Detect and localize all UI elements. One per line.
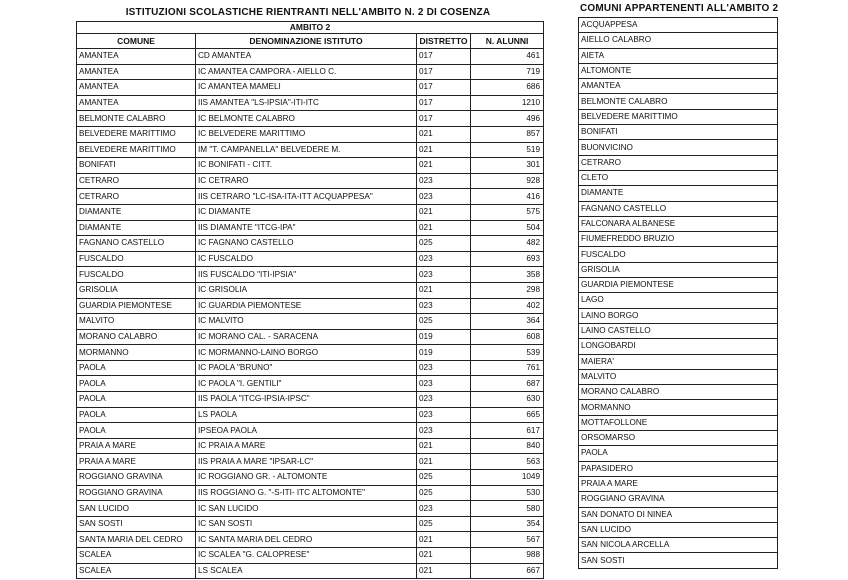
- cell-alunni: 575: [471, 204, 544, 220]
- cell-comune: SAN SOSTI: [77, 516, 196, 532]
- cell-istituto: IIS ROGGIANO G. "-S-ITI- ITC ALTOMONTE": [196, 485, 417, 501]
- cell-distretto: 025: [417, 470, 471, 486]
- cell-distretto: 025: [417, 236, 471, 252]
- comune-name: SAN DONATO DI NINEA: [579, 507, 778, 522]
- cell-comune: AMANTEA: [77, 64, 196, 80]
- col-header-comune: COMUNE: [77, 34, 196, 49]
- cell-distretto: 017: [417, 111, 471, 127]
- list-item: [579, 339, 778, 354]
- cell-istituto: IC SAN LUCIDO: [196, 501, 417, 517]
- cell-alunni: 988: [471, 548, 544, 564]
- cell-istituto: IC AMANTEA CAMPORA - AIELLO C.: [196, 64, 417, 80]
- cell-alunni: 416: [471, 189, 544, 205]
- list-item: [579, 293, 778, 308]
- cell-comune: PRAIA A MARE: [77, 454, 196, 470]
- cell-comune: AMANTEA: [77, 95, 196, 111]
- cell-istituto: IC PAOLA "BRUNO": [196, 360, 417, 376]
- table-row: [77, 485, 544, 501]
- cell-istituto: IC GUARDIA PIEMONTESE: [196, 298, 417, 314]
- cell-istituto: IC MALVITO: [196, 314, 417, 330]
- list-item: [579, 262, 778, 277]
- table-row: [77, 189, 544, 205]
- cell-alunni: 1049: [471, 470, 544, 486]
- cell-distretto: 021: [417, 532, 471, 548]
- cell-istituto: LS PAOLA: [196, 407, 417, 423]
- table-row: [77, 298, 544, 314]
- cell-istituto: IIS CETRARO "LC-ISA-ITA-ITT ACQUAPPESA": [196, 189, 417, 205]
- table-row: [77, 407, 544, 423]
- list-item: [579, 155, 778, 170]
- cell-distretto: 025: [417, 516, 471, 532]
- cell-comune: BONIFATI: [77, 158, 196, 174]
- comune-name: BELVEDERE MARITTIMO: [579, 109, 778, 124]
- table-row: [77, 516, 544, 532]
- table-row: [77, 49, 544, 65]
- comune-name: BUONVICINO: [579, 140, 778, 155]
- list-item: [579, 186, 778, 201]
- cell-distretto: 023: [417, 501, 471, 517]
- comune-name: SAN LUCIDO: [579, 522, 778, 537]
- cell-distretto: 021: [417, 204, 471, 220]
- cell-distretto: 021: [417, 454, 471, 470]
- cell-comune: PAOLA: [77, 376, 196, 392]
- table-row: [77, 329, 544, 345]
- cell-istituto: IC PRAIA A MARE: [196, 438, 417, 454]
- cell-istituto: IC BELVEDERE MARITTIMO: [196, 126, 417, 142]
- cell-alunni: 928: [471, 173, 544, 189]
- list-item: [579, 492, 778, 507]
- table-row: [77, 501, 544, 517]
- cell-comune: BELVEDERE MARITTIMO: [77, 126, 196, 142]
- cell-distretto: 023: [417, 173, 471, 189]
- cell-istituto: IC FAGNANO CASTELLO: [196, 236, 417, 252]
- comune-name: FAGNANO CASTELLO: [579, 201, 778, 216]
- cell-comune: GRISOLIA: [77, 282, 196, 298]
- cell-comune: SANTA MARIA DEL CEDRO: [77, 532, 196, 548]
- cell-distretto: 023: [417, 360, 471, 376]
- cell-alunni: 857: [471, 126, 544, 142]
- list-item: [579, 431, 778, 446]
- cell-comune: CETRARO: [77, 173, 196, 189]
- list-item: [579, 18, 778, 33]
- comune-name: ROGGIANO GRAVINA: [579, 492, 778, 507]
- list-item: [579, 63, 778, 78]
- cell-comune: SCALEA: [77, 548, 196, 564]
- comune-name: FALCONARA ALBANESE: [579, 216, 778, 231]
- list-item: [579, 507, 778, 522]
- comune-name: ORSOMARSO: [579, 431, 778, 446]
- table-row: [77, 64, 544, 80]
- comune-name: AIETA: [579, 48, 778, 63]
- cell-comune: DIAMANTE: [77, 204, 196, 220]
- comune-name: PAPASIDERO: [579, 461, 778, 476]
- cell-alunni: 461: [471, 49, 544, 65]
- cell-distretto: 021: [417, 548, 471, 564]
- cell-distretto: 017: [417, 95, 471, 111]
- comune-name: DIAMANTE: [579, 186, 778, 201]
- cell-comune: MALVITO: [77, 314, 196, 330]
- cell-alunni: 301: [471, 158, 544, 174]
- comuni-table: [578, 17, 778, 569]
- cell-comune: MORANO CALABRO: [77, 329, 196, 345]
- comune-name: PRAIA A MARE: [579, 476, 778, 491]
- cell-istituto: IC ROGGIANO GR. - ALTOMONTE: [196, 470, 417, 486]
- cell-alunni: 567: [471, 532, 544, 548]
- cell-istituto: IC AMANTEA MAMELI: [196, 80, 417, 96]
- list-item: [579, 446, 778, 461]
- cell-istituto: IPSEOA PAOLA: [196, 423, 417, 439]
- list-item: [579, 323, 778, 338]
- cell-alunni: 354: [471, 516, 544, 532]
- comune-name: MAIERA': [579, 354, 778, 369]
- comune-name: AIELLO CALABRO: [579, 33, 778, 48]
- cell-comune: ROGGIANO GRAVINA: [77, 485, 196, 501]
- list-item: [579, 170, 778, 185]
- comune-name: SAN SOSTI: [579, 553, 778, 568]
- col-header-alunni: N. ALUNNI: [471, 34, 544, 49]
- cell-comune: DIAMANTE: [77, 220, 196, 236]
- cell-istituto: IC MORANO CAL. - SARACENA: [196, 329, 417, 345]
- cell-alunni: 761: [471, 360, 544, 376]
- cell-distretto: 025: [417, 314, 471, 330]
- cell-istituto: IIS FUSCALDO "ITI-IPSIA": [196, 267, 417, 283]
- cell-distretto: 019: [417, 345, 471, 361]
- comune-name: MORMANNO: [579, 400, 778, 415]
- cell-distretto: 019: [417, 329, 471, 345]
- cell-comune: PAOLA: [77, 360, 196, 376]
- cell-istituto: IC BELMONTE CALABRO: [196, 111, 417, 127]
- cell-alunni: 667: [471, 563, 544, 579]
- list-item: [579, 247, 778, 262]
- cell-comune: SCALEA: [77, 563, 196, 579]
- cell-alunni: 358: [471, 267, 544, 283]
- cell-alunni: 563: [471, 454, 544, 470]
- cell-comune: PAOLA: [77, 392, 196, 408]
- list-item: [579, 553, 778, 568]
- table-row: [77, 360, 544, 376]
- table-row: [77, 267, 544, 283]
- comune-name: MORANO CALABRO: [579, 385, 778, 400]
- cell-istituto: IC MORMANNO-LAINO BORGO: [196, 345, 417, 361]
- list-item: [579, 308, 778, 323]
- list-item: [579, 278, 778, 293]
- cell-comune: PAOLA: [77, 423, 196, 439]
- cell-istituto: IM "T. CAMPANELLA" BELVEDERE M.: [196, 142, 417, 158]
- cell-alunni: 687: [471, 376, 544, 392]
- comune-name: SAN NICOLA ARCELLA: [579, 538, 778, 553]
- cell-comune: ROGGIANO GRAVINA: [77, 470, 196, 486]
- cell-distretto: 023: [417, 298, 471, 314]
- cell-alunni: 580: [471, 501, 544, 517]
- cell-alunni: 840: [471, 438, 544, 454]
- comune-name: ALTOMONTE: [579, 63, 778, 78]
- table-row: [77, 314, 544, 330]
- left-table-title: ISTITUZIONI SCOLASTICHE RIENTRANTI NELL'AMBITO N. 2 DI COSENZA: [125, 7, 491, 18]
- cell-istituto: IC DIAMANTE: [196, 204, 417, 220]
- cell-comune: FUSCALDO: [77, 251, 196, 267]
- comune-name: CETRARO: [579, 155, 778, 170]
- cell-distretto: 017: [417, 49, 471, 65]
- table-row: [77, 470, 544, 486]
- table-row: [77, 423, 544, 439]
- cell-comune: CETRARO: [77, 189, 196, 205]
- cell-comune: SAN LUCIDO: [77, 501, 196, 517]
- cell-distretto: 021: [417, 282, 471, 298]
- comune-name: LONGOBARDI: [579, 339, 778, 354]
- list-item: [579, 415, 778, 430]
- comune-name: ACQUAPPESA: [579, 18, 778, 33]
- comune-name: LAINO BORGO: [579, 308, 778, 323]
- cell-comune: GUARDIA PIEMONTESE: [77, 298, 196, 314]
- cell-istituto: LS SCALEA: [196, 563, 417, 579]
- cell-alunni: 1210: [471, 95, 544, 111]
- cell-comune: FAGNANO CASTELLO: [77, 236, 196, 252]
- cell-alunni: 402: [471, 298, 544, 314]
- ambito-header-row: [77, 22, 544, 34]
- list-item: [579, 140, 778, 155]
- cell-distretto: 017: [417, 64, 471, 80]
- cell-alunni: 364: [471, 314, 544, 330]
- cell-distretto: 021: [417, 126, 471, 142]
- cell-istituto: IC PAOLA "I. GENTILI": [196, 376, 417, 392]
- list-item: [579, 232, 778, 247]
- table-row: [77, 236, 544, 252]
- cell-comune: PRAIA A MARE: [77, 438, 196, 454]
- cell-alunni: 608: [471, 329, 544, 345]
- comune-name: PAOLA: [579, 446, 778, 461]
- cell-istituto: IC GRISOLIA: [196, 282, 417, 298]
- table-row: [77, 532, 544, 548]
- table-row: [77, 376, 544, 392]
- list-item: [579, 400, 778, 415]
- cell-alunni: 665: [471, 407, 544, 423]
- table-row: [77, 158, 544, 174]
- cell-distretto: 021: [417, 220, 471, 236]
- cell-istituto: IIS AMANTEA "LS-IPSIA"-ITI-ITC: [196, 95, 417, 111]
- list-item: [579, 79, 778, 94]
- cell-comune: PAOLA: [77, 407, 196, 423]
- cell-comune: FUSCALDO: [77, 267, 196, 283]
- table-row: [77, 173, 544, 189]
- table-row: [77, 345, 544, 361]
- cell-alunni: 693: [471, 251, 544, 267]
- table-row: [77, 563, 544, 579]
- cell-istituto: IIS PAOLA "ITCG-IPSIA-IPSC": [196, 392, 417, 408]
- table-row: [77, 111, 544, 127]
- comune-name: LAGO: [579, 293, 778, 308]
- table-row: [77, 392, 544, 408]
- cell-alunni: 539: [471, 345, 544, 361]
- cell-alunni: 496: [471, 111, 544, 127]
- list-item: [579, 476, 778, 491]
- comune-name: FUSCALDO: [579, 247, 778, 262]
- list-item: [579, 94, 778, 109]
- cell-alunni: 530: [471, 485, 544, 501]
- list-item: [579, 522, 778, 537]
- list-item: [579, 538, 778, 553]
- cell-alunni: 298: [471, 282, 544, 298]
- comune-name: BELMONTE CALABRO: [579, 94, 778, 109]
- cell-comune: BELMONTE CALABRO: [77, 111, 196, 127]
- cell-istituto: CD AMANTEA: [196, 49, 417, 65]
- table-row: [77, 204, 544, 220]
- list-item: [579, 369, 778, 384]
- list-item: [579, 109, 778, 124]
- table-row: [77, 80, 544, 96]
- cell-distretto: 023: [417, 251, 471, 267]
- cell-alunni: 630: [471, 392, 544, 408]
- cell-distretto: 023: [417, 407, 471, 423]
- list-item: [579, 33, 778, 48]
- list-item: [579, 354, 778, 369]
- cell-distretto: 023: [417, 376, 471, 392]
- cell-istituto: IIS DIAMANTE "ITCG-IPA": [196, 220, 417, 236]
- istituzioni-table: [76, 21, 544, 579]
- cell-distretto: 021: [417, 438, 471, 454]
- table-row: [77, 438, 544, 454]
- cell-istituto: IC SANTA MARIA DEL CEDRO: [196, 532, 417, 548]
- table-row: [77, 95, 544, 111]
- cell-distretto: 021: [417, 142, 471, 158]
- list-item: [579, 461, 778, 476]
- comune-name: LAINO CASTELLO: [579, 323, 778, 338]
- cell-istituto: IC SCALEA "G. CALOPRESE": [196, 548, 417, 564]
- cell-distretto: 023: [417, 189, 471, 205]
- cell-alunni: 504: [471, 220, 544, 236]
- comune-name: AMANTEA: [579, 79, 778, 94]
- cell-comune: AMANTEA: [77, 80, 196, 96]
- col-header-denominazione: DENOMINAZIONE ISTITUTO: [196, 34, 417, 49]
- list-item: [579, 201, 778, 216]
- cell-istituto: IC FUSCALDO: [196, 251, 417, 267]
- comune-name: FIUMEFREDDO BRUZIO: [579, 232, 778, 247]
- cell-istituto: IC CETRARO: [196, 173, 417, 189]
- table-row: [77, 548, 544, 564]
- comune-name: GRISOLIA: [579, 262, 778, 277]
- comune-name: GUARDIA PIEMONTESE: [579, 278, 778, 293]
- comune-name: BONIFATI: [579, 125, 778, 140]
- cell-distretto: 023: [417, 392, 471, 408]
- cell-comune: AMANTEA: [77, 49, 196, 65]
- cell-distretto: 021: [417, 158, 471, 174]
- cell-distretto: 017: [417, 80, 471, 96]
- list-item: [579, 216, 778, 231]
- comune-name: MALVITO: [579, 369, 778, 384]
- cell-istituto: IC SAN SOSTI: [196, 516, 417, 532]
- comune-name: MOTTAFOLLONE: [579, 415, 778, 430]
- cell-alunni: 519: [471, 142, 544, 158]
- ambito-label: AMBITO 2: [77, 22, 544, 34]
- comune-name: CLETO: [579, 170, 778, 185]
- list-item: [579, 125, 778, 140]
- col-header-distretto: DISTRETTO: [417, 34, 471, 49]
- cell-distretto: 025: [417, 485, 471, 501]
- cell-istituto: IC BONIFATI - CITT.: [196, 158, 417, 174]
- table-row: [77, 126, 544, 142]
- table-row: [77, 251, 544, 267]
- list-item: [579, 385, 778, 400]
- cell-alunni: 686: [471, 80, 544, 96]
- cell-distretto: 023: [417, 423, 471, 439]
- cell-alunni: 482: [471, 236, 544, 252]
- cell-alunni: 719: [471, 64, 544, 80]
- table-row: [77, 142, 544, 158]
- cell-distretto: 023: [417, 267, 471, 283]
- table-row: [77, 220, 544, 236]
- table-row: [77, 454, 544, 470]
- table-row: [77, 282, 544, 298]
- cell-comune: BELVEDERE MARITTIMO: [77, 142, 196, 158]
- column-header-row: [77, 34, 544, 49]
- cell-istituto: IIS PRAIA A MARE "IPSAR-LC": [196, 454, 417, 470]
- cell-comune: MORMANNO: [77, 345, 196, 361]
- cell-distretto: 021: [417, 563, 471, 579]
- cell-alunni: 617: [471, 423, 544, 439]
- right-table-title: COMUNI APPARTENENTI ALL'AMBITO 2: [580, 3, 779, 14]
- list-item: [579, 48, 778, 63]
